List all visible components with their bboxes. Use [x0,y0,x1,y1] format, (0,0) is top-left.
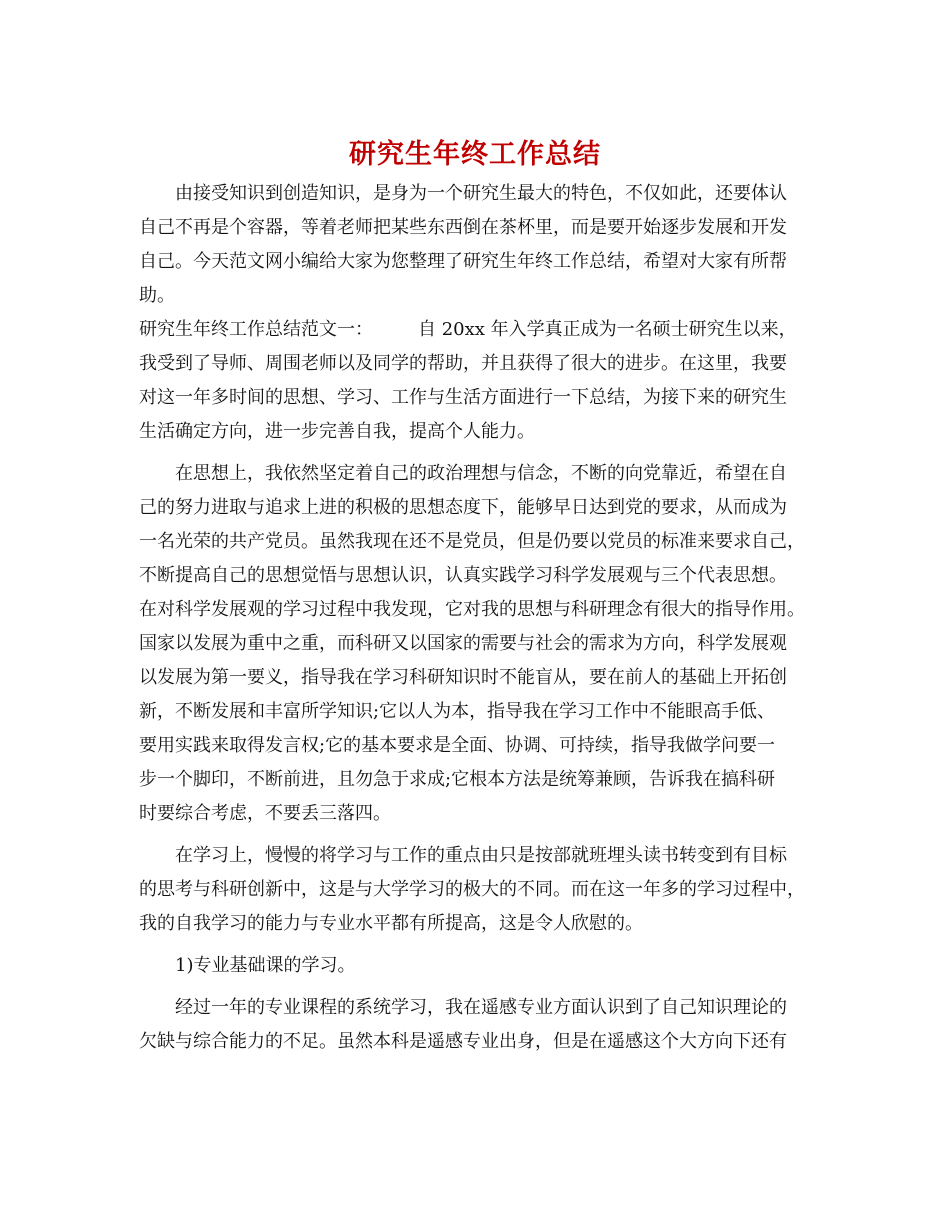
paragraph-line: 以发展为第一要义，指导我在学习科研知识时不能盲从，要在前人的基础上开拓创 [139,667,787,688]
paragraph-line: 时要综合考虑，不要丢三落四。 [139,803,391,824]
paragraph-line: 在对科学发展观的学习过程中我发现，它对我的思想与科研理念有很大的指导作用。 [139,599,805,620]
paragraph-line: 生活确定方向，进一步完善自我，提高个人能力。 [139,421,535,442]
paragraph-line: 我的自我学习的能力与专业水平都有所提高，这是令人欣慰的。 [139,913,643,934]
paragraph-line: 在学习上，慢慢的将学习与工作的重点由只是按部就班埋头读书转变到有目标 [139,845,787,866]
paragraph-line: 不断提高自己的思想觉悟与思想认识，认真实践学习科学发展观与三个代表思想。 [139,565,787,586]
paragraph-line: 己的努力进取与追求上进的积极的思想态度下，能够早日达到党的要求，从而成为 [139,497,787,518]
paragraph-line: 在思想上，我依然坚定着自己的政治理想与信念，不断的向党靠近，希望在自 [139,463,787,484]
paragraph-line: 自己。今天范文网小编给大家为您整理了研究生年终工作总结，希望对大家有所帮 [139,251,787,272]
paragraph-line: 对这一年多时间的思想、学习、工作与生活方面进行一下总结，为接下来的研究生 [139,387,787,408]
document-title: 研究生年终工作总结 [349,139,601,170]
paragraph-line: 自己不再是个容器，等着老师把某些东西倒在茶杯里，而是要开始逐步发展和开发 [139,217,787,238]
paragraph-line: 国家以发展为重中之重，而科研又以国家的需要与社会的需求为方向，科学发展观 [139,633,787,654]
list-item-heading: 1)专业基础课的学习。 [139,955,356,976]
paragraph-line: 我受到了导师、周围老师以及同学的帮助，并且获得了很大的进步。在这里，我要 [139,353,787,374]
paragraph-line: 研究生年终工作总结范文一： 自 20xx 年入学真正成为一名硕士研究生以来， [139,319,797,340]
paragraph-line: 要用实践来取得发言权;它的基本要求是全面、协调、可持续，指导我做学问要一 [139,735,776,756]
paragraph-line: 的思考与科研创新中，这是与大学学习的极大的不同。而在这一年多的学习过程中， [139,879,805,900]
paragraph-line: 一名光荣的共产党员。虽然我现在还不是党员，但是仍要以党员的标准来要求自己， [139,531,805,552]
paragraph-line: 经过一年的专业课程的系统学习，我在遥感专业方面认识到了自己知识理论的 [139,997,787,1018]
paragraph-line: 助。 [139,285,175,306]
paragraph-line: 新，不断发展和丰富所学知识;它以人为本，指导我在学习工作中不能眼高手低、 [139,701,776,722]
paragraph-line: 由接受知识到创造知识，是身为一个研究生最大的特色，不仅如此，还要体认 [139,183,787,204]
paragraph-line: 步一个脚印，不断前进，且勿急于求成;它根本方法是统筹兼顾，告诉我在搞科研 [139,769,776,790]
paragraph-line: 欠缺与综合能力的不足。虽然本科是遥感专业出身，但是在遥感这个大方向下还有 [139,1031,787,1052]
